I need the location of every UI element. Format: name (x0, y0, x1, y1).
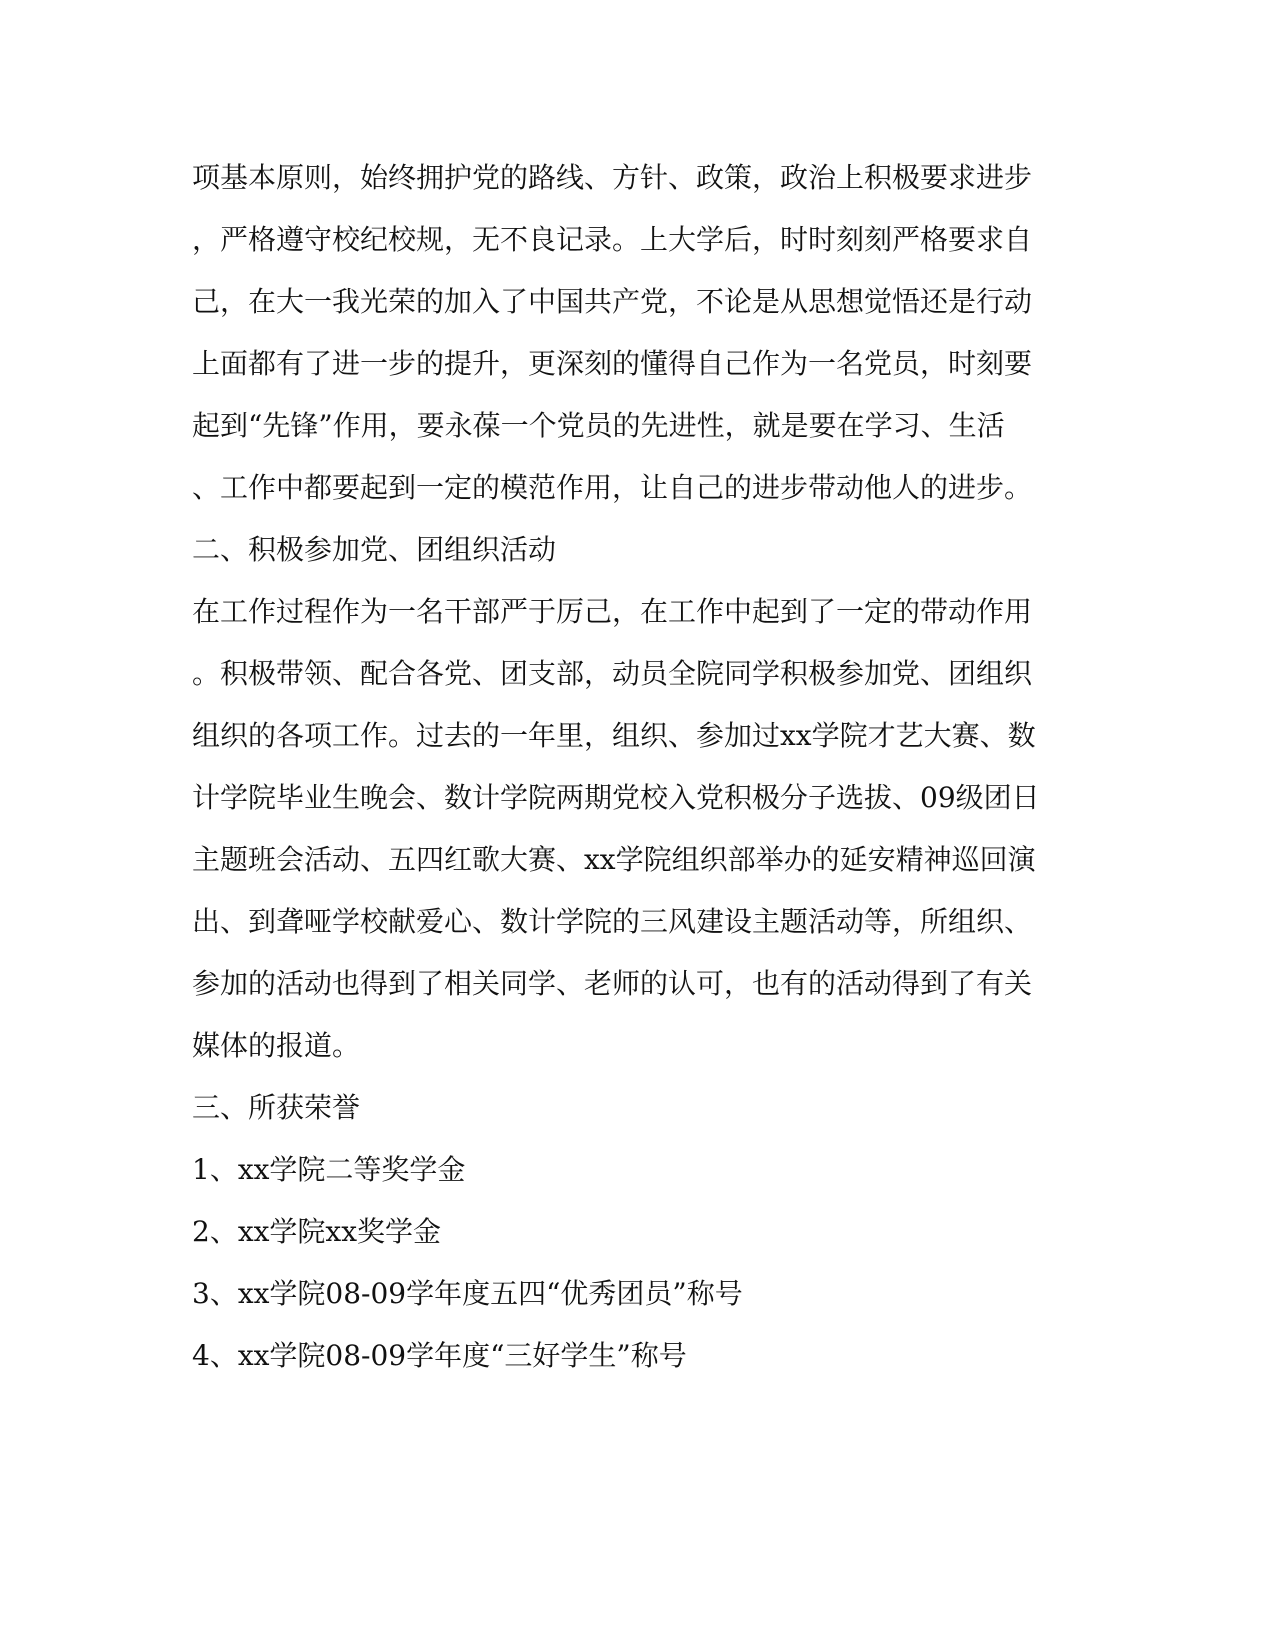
section-heading: 二、积极参加党、团组织活动 (192, 533, 557, 566)
paragraph-line: 计学院毕业生晚会、数计学院两期党校入党积极分子选拔、09级团日 (192, 781, 1040, 814)
honor-list-item: 4、xx学院08-09学年度“三好学生”称号 (192, 1339, 687, 1372)
paragraph-line: 、工作中都要起到一定的模范作用，让自己的进步带动他人的进步。 (192, 471, 1033, 504)
paragraph-line: 出、到聋哑学校献爱心、数计学院的三风建设主题活动等，所组织、 (192, 905, 1033, 938)
paragraph-line: 组织的各项工作。过去的一年里，组织、参加过xx学院才艺大赛、数 (192, 719, 1036, 752)
paragraph-line: 己，在大一我光荣的加入了中国共产党，不论是从思想觉悟还是行动 (192, 285, 1033, 318)
paragraph-line: 媒体的报道。 (192, 1029, 361, 1062)
paragraph-line: 。积极带领、配合各党、团支部，动员全院同学积极参加党、团组织 (192, 657, 1033, 690)
paragraph-line: ，严格遵守校纪校规，无不良记录。上大学后，时时刻刻严格要求自 (192, 223, 1033, 256)
honor-list-item: 3、xx学院08-09学年度五四“优秀团员”称号 (192, 1277, 743, 1310)
paragraph-line: 主题班会活动、五四红歌大赛、xx学院组织部举办的延安精神巡回演 (192, 843, 1036, 876)
section-heading: 三、所获荣誉 (192, 1091, 361, 1124)
honor-list-item: 1、xx学院二等奖学金 (192, 1153, 466, 1186)
honor-list-item: 2、xx学院xx奖学金 (192, 1215, 441, 1248)
paragraph-line: 项基本原则，始终拥护党的路线、方针、政策，政治上积极要求进步 (192, 161, 1033, 194)
paragraph-line: 在工作过程作为一名干部严于厉己，在工作中起到了一定的带动作用 (192, 595, 1033, 628)
paragraph-line: 上面都有了进一步的提升，更深刻的懂得自己作为一名党员，时刻要 (192, 347, 1033, 380)
paragraph-line: 起到“先锋”作用，要永葆一个党员的先进性，就是要在学习、生活 (192, 409, 1005, 442)
paragraph-line: 参加的活动也得到了相关同学、老师的认可，也有的活动得到了有关 (192, 967, 1033, 1000)
